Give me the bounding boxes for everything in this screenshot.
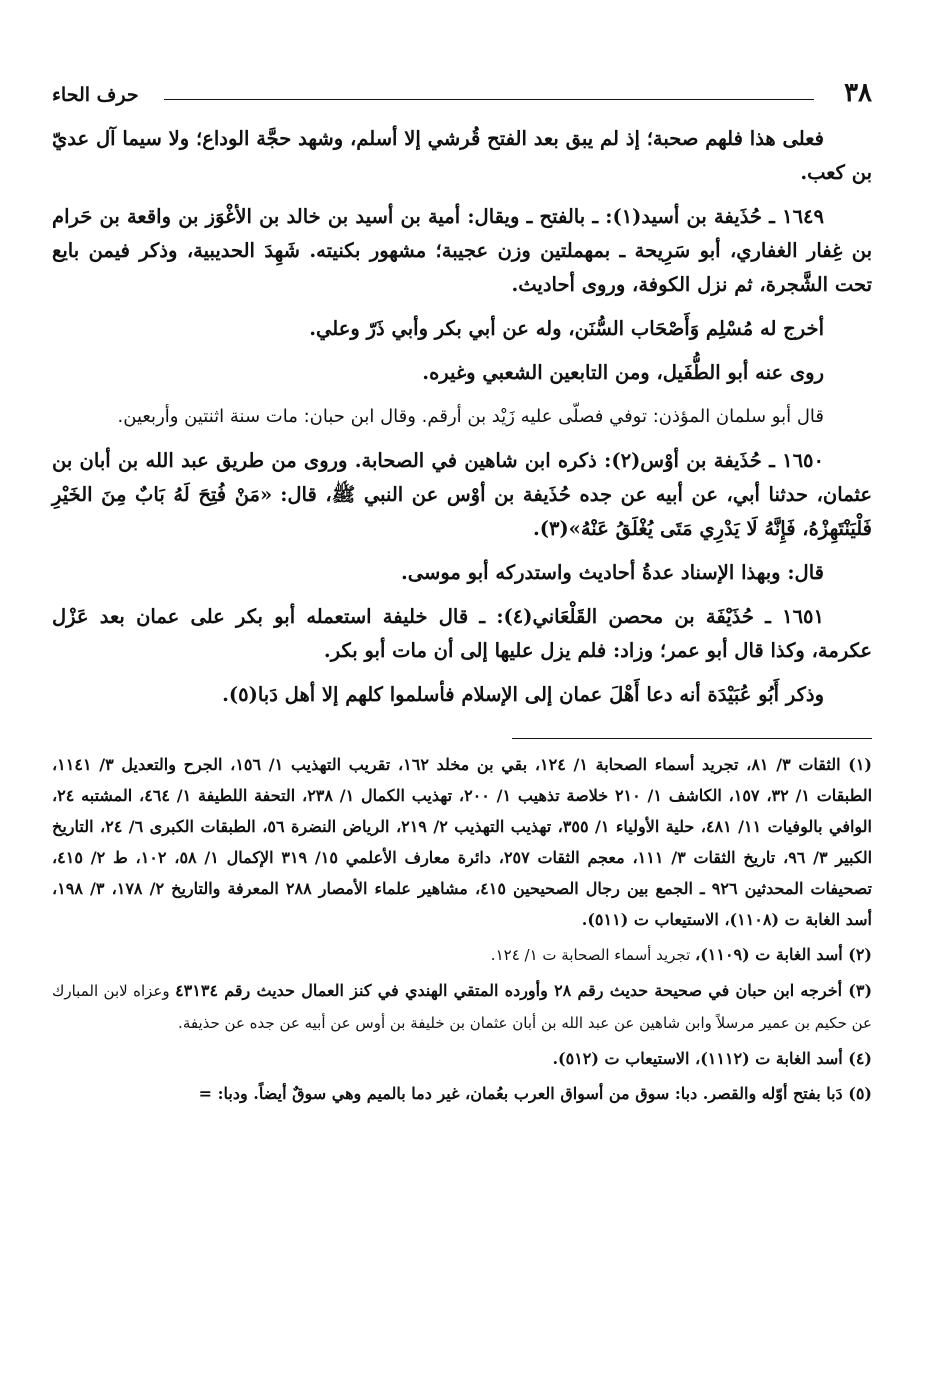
entry-1649 [52,200,872,302]
footnote-5: (٥) دَبا بفتح أوّله والقصر. دبا: سوق من أسواق العرب بعُمان، غير دما بالميم وهي سوقٌ أيضاً. ودبا: = [198,1084,872,1103]
running-head: حرف الحاء [52,84,139,106]
paragraph-intro: فعلى هذا فلهم صحبة؛ إذ لم يبق بعد الفتح قُرشي إلا أسلم، وشهد حجَّة الوداع؛ ولا سيما آل عديّ بن كعب. [52,127,872,184]
main-text [52,122,872,712]
footnote-3-bold: (٣) أخرجه ابن حبان في صحيحة حديث رقم ٢٨ وأورده المتقي الهندي في كنز العمال حديث رقم ٤٣١٣٤ [175,981,873,1000]
header-rule [164,99,814,100]
hadith-quote: «مَنْ فُتِحَ لَهُ بَابٌ مِنَ الخَيْرِ فَلْيَنْتَهِزْهُ، فَإِنَّهُ لَا يَدْرِي مَتَى يُغْلَقُ عَنْهُ»(٣). [52,483,872,540]
entry-1650-heading: ١٦٥٠ ـ حُذَيفة بن أوْس(٢): [604,449,824,472]
footnote-2-bold: (٢) أسد الغابة ت (١١٠٩)، [695,945,872,964]
footnote-2-plain: تجريد أسماء الصحابة ت ١/ ١٢٤. [490,946,696,964]
entry-1651-note: وذكر أَبُو عُبَيْدَة أنه دعا أَهْلَ عمان إلى الإسلام فأسلموا كلهم إلا أهل دَبا(٥). [222,683,824,706]
page-header [52,70,872,110]
footnote-1: (١) الثقات ٣/ ٨١، تجريد أسماء الصحابة ١/ ١٢٤، بقي بن مخلد ١٦٢، تقريب التهذيب ١/ ١٥٦، الجرح والتعديل ٣/ ١١٤١، الطبقات ١/ ٣٢، ١٥٧، الكاشف ١/ ٢١٠ خلاصة تذهيب ١/ ٢٠٠، تهذيب الكمال ١/ ٢٣٨، التحفة اللطيفة ١/ ٤٦٤، المشتبه ٢٤، الوافي بالوفيات ١١/ ٤٨١، حلية الأولياء ١/ ٣٥٥، تهذيب التهذيب ٢/ ٢١٩، الرياض النضرة ٥٦، الطبقات الكبرى ٦/ ٢٤، التاريخ الكبير ٣/ ٩٦، تاريخ الثقات ٣/ ١١١، معجم الثقات ٢٥٧، دائرة معارف الأعلمي ١٥/ ٣١٩ الإكمال ١/ ٥٨، ١٠٢، ط ٢/ ٤١٥، تصحيفات المحدثين ٩٢٦ ـ الجمع بين رجال الصحيحين ٤١٥، مشاهير علماء الأمصار ٢٨٨ المعرفة والتاريخ ٢/ ١٧٨، ٣/ ١٩٨، أسد الغابة ت (١١٠٨)، الاستيعاب ت (٥١١). [52,755,873,929]
entry-1650-note: قال: وبهذا الإسناد عدةُ أحاديث واستدركه أبو موسى. [400,561,824,584]
entry-1651-text: ـ قال خليفة استعمله أبو بكر على عمان بعد عَزْل عكرمة، وكذا قال أبو عمر؛ وزاد: فلم يزل عليها إلى أن مات أبو بكر. [52,605,872,662]
footnote-3-plain: وعزاه لابن المبارك عن حكيم بن عمير مرسلاً وابن شاهين عن عبد الله بن أبان عثمان بن خليفة بن أوس عن أبيه عن جده عن حذيفة. [52,982,872,1032]
entry-1649-heading: ١٦٤٩ ـ حُذَيفة بن أسيد(١): [605,205,825,228]
entry-1651 [52,600,872,668]
entry-1651-heading: ١٦٥١ ـ حُذَيْفَة بن محصن القَلْعَاني(٤): [496,605,825,628]
footnote-2 [52,939,872,971]
page-number: ٣٨ [844,78,872,108]
entry-1649-text: ـ بالفتح ـ ويقال: أمية بن أسيد بن خالد بن الأغْوَز بن واقعة بن حَرام بن غِفار الغفاري، أبو سَرِيحة ـ بمهملتين وزن عجيبة؛ مشهور بكنيته. شَهِدَ الحديبية، وذكر فيمن بايع تحت الشَّجرة، ثم نزل الكوفة، وروى أحاديث. [52,205,872,296]
footnote-separator [512,738,872,739]
entry-1649-death: قال أبو سلمان المؤذن: توفي فصلّى عليه زَيْد بن أرقم. وقال ابن حبان: مات سنة اثنتين وأربعين. [117,406,824,427]
footnotes [52,749,872,1109]
entry-1650-text: ذكره ابن شاهين في الصحابة. وروى من طريق عبد الله بن أبان بن عثمان، حدثنا أبي، عن أبيه عن جده حُذَيفة بن أوْس عن النبي ﷺ، قال: [52,449,872,506]
document-page [52,70,872,1113]
footnote-4: (٤) أسد الغابة ت (١١١٢)، الاستيعاب ت (٥١٢). [552,1049,872,1068]
entry-1649-narrators: أخرج له مُسْلِم وَأَصْحَاب السُّنَن، وله عن أبي بكر وأبي ذَرّ وعلي. [309,317,824,340]
entry-1650 [52,444,872,546]
footnote-3 [52,975,872,1039]
entry-1649-transmitters: روى عنه أبو الطُّفَيل، ومن التابعين الشعبي وغيره. [422,361,824,384]
